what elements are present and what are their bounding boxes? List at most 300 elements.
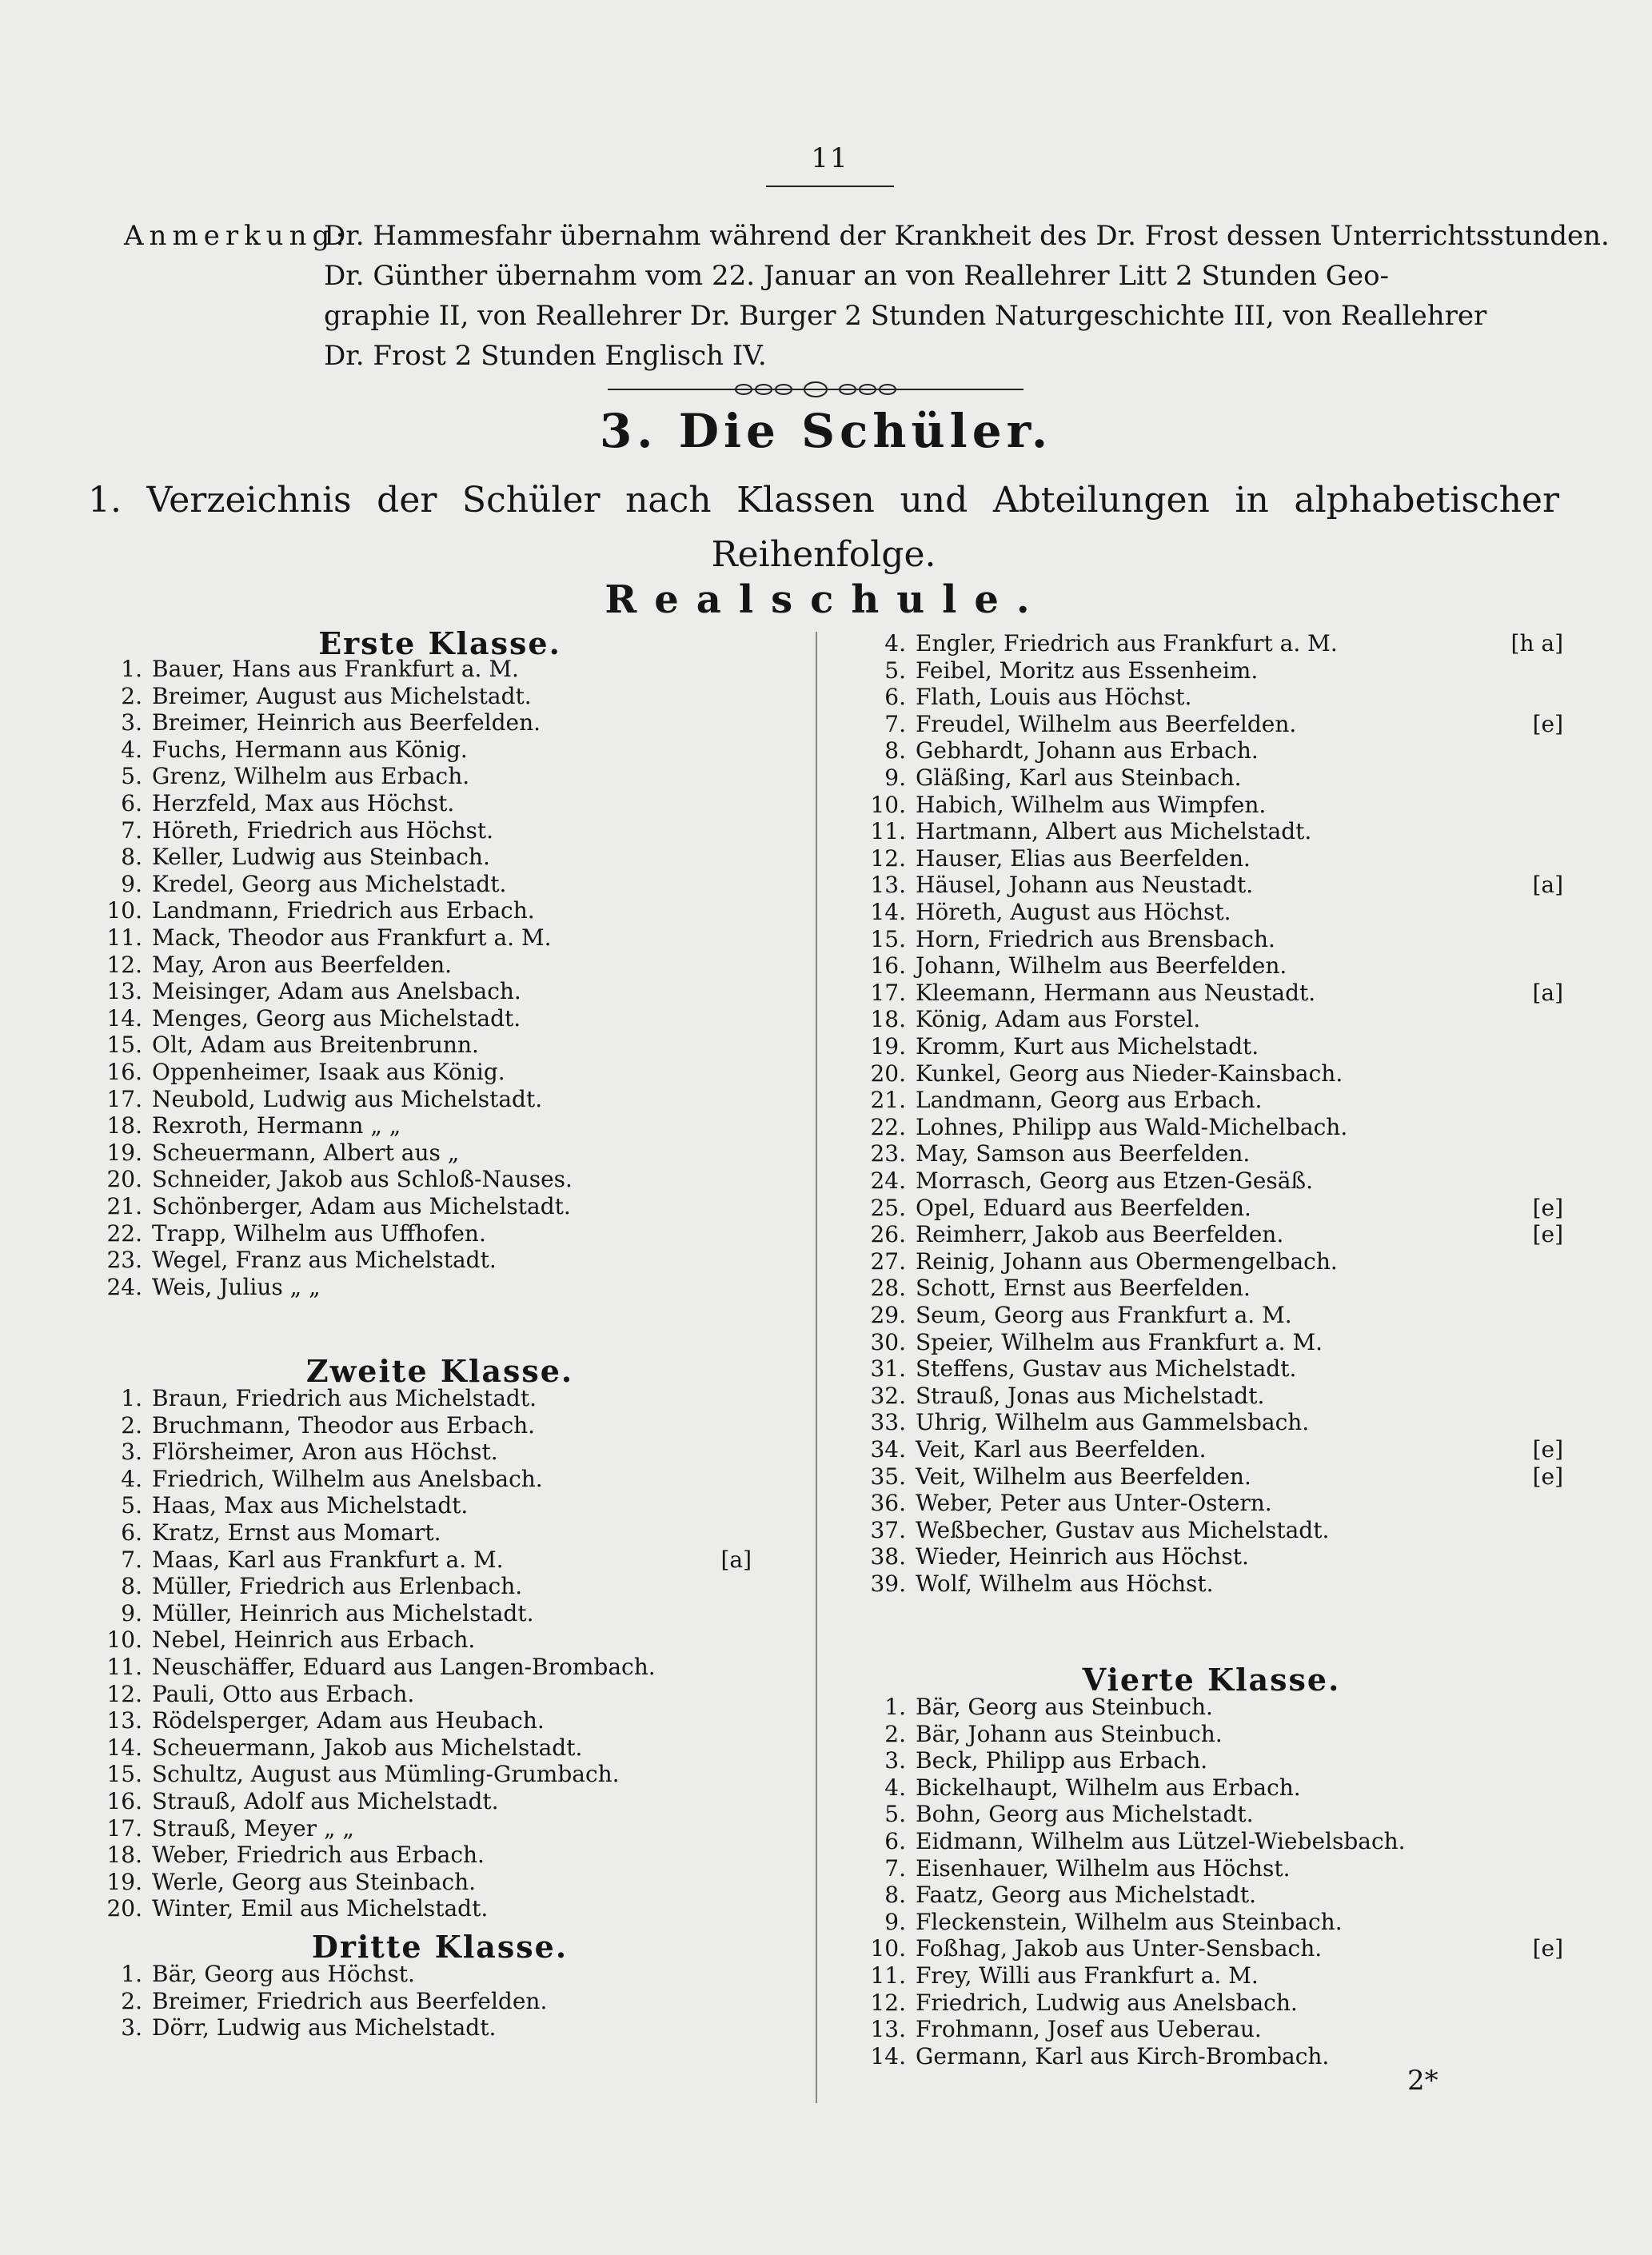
student-row <box>860 1721 1563 1748</box>
student-entry: Keller, Ludwig aus Steinbach. <box>152 844 490 871</box>
page-number-rule <box>766 186 894 187</box>
student-row <box>96 1139 784 1167</box>
student-number: 33. <box>870 1409 906 1436</box>
student-number: 7. <box>884 710 906 737</box>
student-entry: Höreth, August aus Höchst. <box>916 899 1231 925</box>
student-row <box>860 1167 1563 1195</box>
student-entry: Pauli, Otto aus Erbach. <box>152 1680 415 1707</box>
student-row <box>860 1909 1563 1936</box>
student-entry: Eisenhauer, Wilhelm aus Höchst. <box>916 1854 1291 1882</box>
student-row <box>96 1895 784 1922</box>
student-mark: [e] <box>1532 1463 1563 1490</box>
student-number: 25. <box>870 1194 906 1221</box>
student-row <box>96 1220 784 1247</box>
student-number: 10. <box>870 791 906 818</box>
student-row <box>96 1869 784 1896</box>
student-row <box>860 952 1563 980</box>
student-number: 12. <box>870 1989 906 2016</box>
student-number: 4. <box>884 1774 906 1801</box>
student-entry: Weßbecher, Gustav aus Michelstadt. <box>916 1516 1330 1543</box>
student-entry: Kromm, Kurt aus Michelstadt. <box>916 1033 1259 1060</box>
note-line-4: Dr. Frost 2 Stunden Englisch IV. <box>324 340 767 372</box>
student-number: 22. <box>106 1219 142 1247</box>
student-row <box>860 1463 1563 1491</box>
student-number: 3. <box>884 1747 906 1774</box>
student-entry: Rödelsperger, Adam aus Heubach. <box>152 1707 545 1734</box>
student-row <box>860 1828 1563 1855</box>
column-divider <box>816 632 817 2103</box>
student-entry: Trapp, Wilhelm aus Uffhofen. <box>152 1219 486 1247</box>
student-entry: Landmann, Georg aus Erbach. <box>916 1087 1263 1114</box>
student-entry: Lohnes, Philipp aus Wald-Michelbach. <box>916 1113 1348 1140</box>
student-number: 3. <box>121 2014 142 2041</box>
student-row <box>96 1005 784 1032</box>
student-number: 12. <box>106 1680 142 1707</box>
student-row <box>96 897 784 924</box>
student-row <box>860 764 1563 792</box>
student-entry: Schönberger, Adam aus Michelstadt. <box>152 1193 571 1219</box>
student-row <box>96 1166 784 1193</box>
student-entry: Werle, Georg aus Steinbach. <box>152 1868 477 1895</box>
student-entry: Scheuermann, Jakob aus Michelstadt. <box>152 1734 583 1761</box>
student-entry: Frey, Willi aus Frankfurt a. M. <box>916 1962 1259 1989</box>
student-number: 19. <box>106 1868 142 1895</box>
student-row <box>860 1275 1563 1302</box>
student-row <box>860 1436 1563 1463</box>
student-number: 16. <box>106 1788 142 1814</box>
student-number: 12. <box>870 844 906 872</box>
student-entry: Engler, Friedrich aus Frankfurt a. M. <box>916 630 1338 657</box>
student-number: 5. <box>884 1801 906 1828</box>
student-entry: Horn, Friedrich aus Brensbach. <box>916 925 1275 952</box>
student-row <box>96 1961 784 1988</box>
student-number: 27. <box>870 1247 906 1275</box>
student-number: 32. <box>870 1382 906 1409</box>
student-row <box>860 792 1563 819</box>
student-row <box>96 1439 784 1466</box>
student-number: 1. <box>121 1961 142 1987</box>
student-entry: Friedrich, Ludwig aus Anelsbach. <box>916 1989 1298 2016</box>
student-entry: Faatz, Georg aus Michelstadt. <box>916 1882 1256 1909</box>
student-entry: Kunkel, Georg aus Nieder-Kainsbach. <box>916 1060 1343 1087</box>
student-number: 9. <box>884 1908 906 1935</box>
class-heading-vierte: Vierte Klasse. <box>1082 1662 1341 1698</box>
student-number: 2. <box>121 1411 142 1439</box>
student-number: 7. <box>884 1854 906 1882</box>
student-number: 9. <box>121 1599 142 1626</box>
student-row <box>96 844 784 871</box>
student-number: 3. <box>121 709 142 736</box>
student-entry: Neuschäffer, Eduard aus Langen-Brombach. <box>152 1654 656 1680</box>
student-row <box>96 817 784 844</box>
student-row <box>860 1490 1563 1517</box>
student-entry: Scheuermann, Albert aus „ <box>152 1139 460 1166</box>
student-number: 18. <box>106 1842 142 1869</box>
student-number: 7. <box>121 816 142 844</box>
student-number: 4. <box>121 1465 142 1492</box>
student-number: 21. <box>106 1193 142 1219</box>
student-number: 13. <box>870 872 906 899</box>
student-entry: Bohn, Georg aus Michelstadt. <box>916 1801 1254 1828</box>
student-entry: Weis, Julius „ „ <box>152 1273 321 1300</box>
student-entry: Gläßing, Karl aus Steinbach. <box>916 764 1242 791</box>
student-entry: Frohmann, Josef aus Ueberau. <box>916 2016 1262 2043</box>
student-entry: Weber, Friedrich aus Erbach. <box>152 1842 485 1869</box>
student-entry: Hartmann, Albert aus Michelstadt. <box>916 818 1312 845</box>
student-number: 23. <box>106 1247 142 1274</box>
page-number: 11 <box>811 142 849 174</box>
student-number: 14. <box>106 1734 142 1761</box>
student-entry: Feibel, Moritz aus Essenheim. <box>916 657 1259 684</box>
student-entry: Reinig, Johann aus Obermengelbach. <box>916 1247 1338 1275</box>
student-row <box>96 736 784 764</box>
student-entry: Wegel, Franz aus Michelstadt. <box>152 1247 497 1274</box>
student-row <box>860 1060 1563 1088</box>
student-mark: [e] <box>1532 710 1563 737</box>
student-entry: Schultz, August aus Mümling-Grumbach. <box>152 1761 620 1788</box>
student-number: 5. <box>121 763 142 790</box>
student-row <box>860 1571 1563 1598</box>
student-row <box>96 1626 784 1654</box>
student-number: 4. <box>121 736 142 763</box>
student-number: 2. <box>121 682 142 709</box>
student-number: 10. <box>870 1935 906 1962</box>
student-row <box>860 711 1563 738</box>
student-number: 11. <box>870 1962 906 1989</box>
student-entry: Häusel, Johann aus Neustadt. <box>916 872 1254 899</box>
student-number: 4. <box>884 630 906 657</box>
student-entry: Braun, Friedrich aus Michelstadt. <box>152 1385 537 1411</box>
student-entry: Strauß, Adolf aus Michelstadt. <box>152 1788 499 1814</box>
student-entry: Hauser, Elias aus Beerfelden. <box>916 844 1251 872</box>
student-number: 29. <box>870 1302 906 1328</box>
student-mark: [e] <box>1532 1194 1563 1221</box>
student-entry: Schott, Ernst aus Beerfelden. <box>916 1275 1251 1302</box>
student-row <box>96 1788 784 1815</box>
student-number: 38. <box>870 1543 906 1571</box>
student-row <box>860 1801 1563 1828</box>
student-number: 5. <box>121 1492 142 1519</box>
student-entry: Strauß, Jonas aus Michelstadt. <box>916 1382 1265 1409</box>
student-row <box>96 924 784 952</box>
student-mark: [a] <box>1532 979 1563 1006</box>
student-row <box>860 1747 1563 1774</box>
student-row <box>96 1247 784 1274</box>
student-entry: Foßhag, Jakob aus Unter-Sensbach. <box>916 1935 1323 1962</box>
student-number: 13. <box>870 2016 906 2043</box>
student-entry: Kredel, Georg aus Michelstadt. <box>152 870 507 897</box>
student-number: 8. <box>884 1882 906 1909</box>
section-title: 3. Die Schüler. <box>599 404 1053 458</box>
student-row <box>96 1842 784 1869</box>
signature-mark: 2* <box>1407 2065 1439 2097</box>
student-mark: [a] <box>720 1546 752 1573</box>
student-row <box>860 1006 1563 1033</box>
student-number: 10. <box>106 897 142 924</box>
student-number: 8. <box>121 1573 142 1600</box>
student-entry: May, Samson aus Beerfelden. <box>916 1140 1251 1167</box>
student-row <box>96 2014 784 2041</box>
student-row <box>860 1248 1563 1275</box>
student-row <box>96 1761 784 1788</box>
student-number: 11. <box>106 1654 142 1680</box>
student-number: 10. <box>106 1626 142 1654</box>
student-row <box>860 1990 1563 2017</box>
student-row <box>96 1086 784 1113</box>
student-row <box>860 1087 1563 1114</box>
student-row <box>860 630 1563 657</box>
student-entry: Breimer, Friedrich aus Beerfelden. <box>152 1987 548 2014</box>
student-row <box>860 657 1563 684</box>
student-row <box>96 1112 784 1139</box>
student-number: 19. <box>870 1033 906 1060</box>
student-number: 2. <box>884 1720 906 1747</box>
student-entry: Morrasch, Georg aus Etzen-Gesäß. <box>916 1167 1313 1194</box>
student-number: 1. <box>884 1694 906 1720</box>
student-row <box>96 1032 784 1059</box>
student-entry: Kleemann, Hermann aus Neustadt. <box>916 979 1316 1006</box>
student-entry: Flath, Louis aus Höchst. <box>916 684 1192 711</box>
student-entry: Neubold, Ludwig aus Michelstadt. <box>152 1085 543 1112</box>
student-mark: [h a] <box>1510 630 1563 657</box>
ornament-divider <box>608 377 1024 401</box>
student-entry: Olt, Adam aus Breitenbrunn. <box>152 1032 479 1059</box>
student-row <box>96 952 784 979</box>
student-row <box>860 1114 1563 1141</box>
student-number: 6. <box>121 790 142 816</box>
student-entry: Bär, Georg aus Höchst. <box>152 1961 415 1987</box>
student-row <box>96 1385 784 1412</box>
student-row <box>96 871 784 898</box>
note-line-1 <box>124 216 1610 256</box>
student-row <box>860 980 1563 1007</box>
student-entry: Landmann, Friedrich aus Erbach. <box>152 897 535 924</box>
student-number: 14. <box>870 899 906 925</box>
student-entry: Maas, Karl aus Frankfurt a. M. <box>152 1546 504 1573</box>
student-number: 17. <box>870 979 906 1006</box>
student-row <box>96 656 784 683</box>
note-line-2: Dr. Günther übernahm vom 22. Januar an von Reallehrer Litt 2 Stunden Geo- <box>324 260 1390 292</box>
student-number: 1. <box>121 1385 142 1411</box>
student-row <box>860 1195 1563 1222</box>
student-entry: Wolf, Wilhelm aus Höchst. <box>916 1571 1214 1597</box>
student-entry: Veit, Karl aus Beerfelden. <box>916 1436 1207 1463</box>
student-row <box>860 2043 1563 2070</box>
student-row <box>860 1517 1563 1544</box>
student-row <box>96 1573 784 1600</box>
student-entry: Friedrich, Wilhelm aus Anelsbach. <box>152 1465 543 1492</box>
student-row <box>96 1681 784 1708</box>
student-number: 6. <box>884 684 906 711</box>
student-entry: Fuchs, Hermann aus König. <box>152 736 468 763</box>
student-number: 18. <box>870 1006 906 1033</box>
student-number: 14. <box>870 2042 906 2069</box>
school-title: Realschule. <box>605 577 1047 622</box>
student-entry: Müller, Friedrich aus Erlenbach. <box>152 1573 523 1600</box>
student-row <box>860 845 1563 872</box>
student-number: 16. <box>106 1059 142 1085</box>
student-entry: Kratz, Ernst aus Momart. <box>152 1519 441 1546</box>
student-number: 15. <box>870 925 906 952</box>
student-entry: Johann, Wilhelm aus Beerfelden. <box>916 952 1287 980</box>
student-row <box>860 1774 1563 1802</box>
student-number: 8. <box>121 844 142 871</box>
student-entry: Freudel, Wilhelm aus Beerfelden. <box>916 710 1297 737</box>
student-row <box>96 763 784 790</box>
student-entry: Dörr, Ludwig aus Michelstadt. <box>152 2014 497 2041</box>
student-entry: Opel, Eduard aus Beerfelden. <box>916 1194 1251 1221</box>
student-mark: [e] <box>1532 1935 1563 1962</box>
student-row <box>860 1855 1563 1882</box>
student-entry: Breimer, August aus Michelstadt. <box>152 682 532 709</box>
student-entry: Herzfeld, Max aus Höchst. <box>152 790 455 816</box>
student-row <box>96 1988 784 2015</box>
student-entry: Haas, Max aus Michelstadt. <box>152 1492 469 1519</box>
student-entry: Seum, Georg aus Frankfurt a. M. <box>916 1302 1292 1328</box>
student-number: 20. <box>106 1166 142 1193</box>
student-entry: Fleckenstein, Wilhelm aus Steinbach. <box>916 1908 1343 1935</box>
student-number: 23. <box>870 1140 906 1167</box>
student-number: 37. <box>870 1516 906 1543</box>
student-entry: Bruchmann, Theodor aus Erbach. <box>152 1411 536 1439</box>
student-entry: Menges, Georg aus Michelstadt. <box>152 1004 521 1032</box>
student-row <box>96 1492 784 1519</box>
student-number: 1. <box>121 656 142 682</box>
student-number: 19. <box>106 1139 142 1166</box>
student-number: 39. <box>870 1571 906 1597</box>
student-entry: Höreth, Friedrich aus Höchst. <box>152 816 494 844</box>
student-number: 21. <box>870 1087 906 1114</box>
student-entry: Bickelhaupt, Wilhelm aus Erbach. <box>916 1774 1301 1801</box>
student-number: 35. <box>870 1463 906 1490</box>
student-entry: Winter, Emil aus Michelstadt. <box>152 1895 489 1922</box>
student-number: 15. <box>106 1032 142 1059</box>
student-number: 20. <box>106 1895 142 1922</box>
student-row <box>860 1935 1563 1962</box>
student-row <box>860 737 1563 764</box>
student-entry: Veit, Wilhelm aus Beerfelden. <box>916 1463 1251 1490</box>
student-number: 2. <box>121 1987 142 2014</box>
student-number: 7. <box>121 1546 142 1573</box>
student-row <box>96 1547 784 1574</box>
student-row <box>860 1140 1563 1167</box>
student-number: 9. <box>121 870 142 897</box>
student-number: 17. <box>106 1814 142 1842</box>
student-entry: Strauß, Meyer „ „ <box>152 1814 354 1842</box>
student-entry: Flörsheimer, Aron aus Höchst. <box>152 1439 498 1466</box>
student-entry: Habich, Wilhelm aus Wimpfen. <box>916 791 1267 818</box>
student-row <box>96 683 784 710</box>
student-row <box>96 1193 784 1220</box>
student-number: 31. <box>870 1355 906 1383</box>
student-entry: Germann, Karl aus Kirch-Brombach. <box>916 2042 1330 2069</box>
student-row <box>96 1412 784 1439</box>
student-row <box>860 1543 1563 1571</box>
student-row <box>860 1409 1563 1436</box>
student-number: 30. <box>870 1328 906 1355</box>
student-mark: [e] <box>1532 1221 1563 1248</box>
student-row <box>96 790 784 817</box>
student-row <box>860 1383 1563 1410</box>
student-row <box>96 1466 784 1493</box>
student-number: 16. <box>870 952 906 980</box>
student-row <box>860 818 1563 845</box>
student-entry: Weber, Peter aus Unter-Ostern. <box>916 1490 1272 1517</box>
note-text-1: Dr. Hammesfahr übernahm während der Krankheit des Dr. Frost dessen Unterrichtsstunden. <box>324 220 1610 252</box>
class-heading-dritte: Dritte Klasse. <box>311 1929 569 1965</box>
student-row <box>860 1033 1563 1060</box>
student-number: 28. <box>870 1275 906 1302</box>
student-number: 6. <box>884 1828 906 1854</box>
student-number: 11. <box>106 924 142 951</box>
student-row <box>96 1734 784 1762</box>
student-row <box>860 899 1563 926</box>
student-entry: Speier, Wilhelm aus Frankfurt a. M. <box>916 1328 1323 1355</box>
student-row <box>96 1815 784 1842</box>
student-entry: Meisinger, Adam aus Anelsbach. <box>152 978 521 1005</box>
student-mark: [e] <box>1532 1436 1563 1463</box>
student-entry: Bär, Georg aus Steinbuch. <box>916 1694 1213 1720</box>
student-entry: Rexroth, Hermann „ „ <box>152 1112 401 1139</box>
student-entry: Wieder, Heinrich aus Höchst. <box>916 1543 1249 1571</box>
student-row <box>860 1221 1563 1248</box>
student-number: 11. <box>870 818 906 845</box>
student-row <box>860 1302 1563 1329</box>
student-number: 3. <box>121 1439 142 1466</box>
student-entry: Schneider, Jakob aus Schloß-Nauses. <box>152 1166 573 1193</box>
student-number: 24. <box>106 1273 142 1300</box>
student-entry: Eidmann, Wilhelm aus Lützel-Wiebelsbach. <box>916 1828 1406 1854</box>
note-line-3: graphie II, von Reallehrer Dr. Burger 2 Stunden Naturgeschichte III, von Reallehrer <box>324 300 1487 332</box>
student-row <box>860 1355 1563 1383</box>
student-number: 5. <box>884 657 906 684</box>
student-entry: Mack, Theodor aus Frankfurt a. M. <box>152 924 552 951</box>
list-subtitle: 1. Verzeichnis der Schüler nach Klassen und Abteilungen in alphabetischer Reihenfolge. <box>88 480 1559 575</box>
student-entry: Steffens, Gustav aus Michelstadt. <box>916 1355 1297 1383</box>
student-entry: König, Adam aus Forstel. <box>916 1006 1201 1033</box>
class-heading-zweite: Zweite Klasse. <box>305 1353 574 1389</box>
student-number: 22. <box>870 1113 906 1140</box>
student-number: 26. <box>870 1221 906 1248</box>
student-row <box>860 1962 1563 1990</box>
student-entry: Beck, Philipp aus Erbach. <box>916 1747 1208 1774</box>
student-row <box>860 2016 1563 2043</box>
student-entry: Bär, Johann aus Steinbuch. <box>916 1720 1223 1747</box>
student-number: 36. <box>870 1490 906 1517</box>
student-row <box>96 1274 784 1301</box>
student-row <box>860 1882 1563 1909</box>
student-number: 17. <box>106 1085 142 1112</box>
student-row <box>860 872 1563 899</box>
student-mark: [a] <box>1532 872 1563 899</box>
student-entry: May, Aron aus Beerfelden. <box>152 951 453 978</box>
student-row <box>96 709 784 736</box>
student-row <box>860 1329 1563 1356</box>
student-entry: Bauer, Hans aus Frankfurt a. M. <box>152 656 519 682</box>
student-number: 6. <box>121 1519 142 1546</box>
student-entry: Nebel, Heinrich aus Erbach. <box>152 1626 476 1654</box>
student-entry: Breimer, Heinrich aus Beerfelden. <box>152 709 541 736</box>
student-number: 24. <box>870 1167 906 1194</box>
student-entry: Uhrig, Wilhelm aus Gammelsbach. <box>916 1409 1310 1436</box>
student-number: 14. <box>106 1004 142 1032</box>
student-number: 34. <box>870 1436 906 1463</box>
student-row <box>96 1707 784 1734</box>
student-row <box>96 1600 784 1627</box>
student-entry: Grenz, Wilhelm aus Erbach. <box>152 763 470 790</box>
student-number: 12. <box>106 951 142 978</box>
student-entry: Oppenheimer, Isaak aus König. <box>152 1059 505 1085</box>
